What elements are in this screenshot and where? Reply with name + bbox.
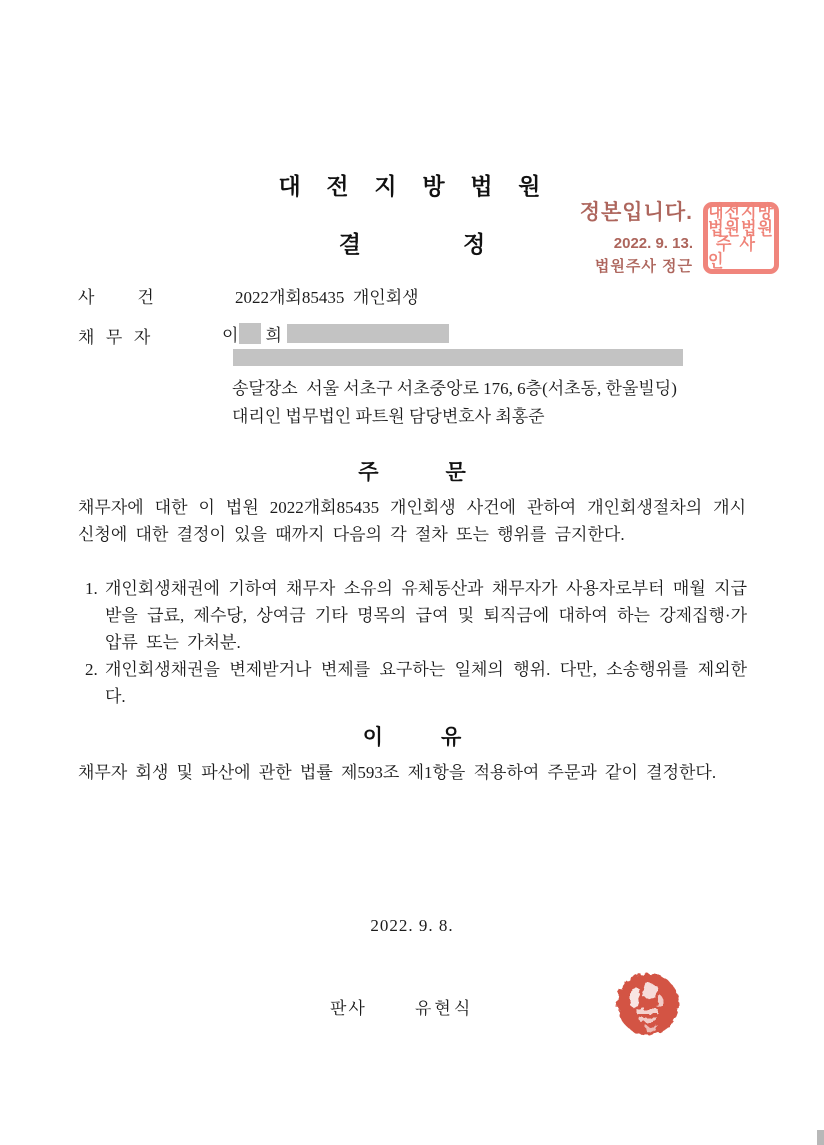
service-address: 송달장소 서울 서초구 서초중앙로 176, 6층(서초동, 한울빌딩) — [232, 379, 677, 398]
attorney-line: 대리인 법무법인 파트원 담당변호사 최홍준 — [232, 407, 545, 426]
document-type-heading — [0, 226, 824, 259]
order-item-2 — [85, 656, 747, 710]
reason-heading: 이 유 — [362, 725, 462, 749]
judge-name: 유현식 — [415, 999, 474, 1018]
debtor-name-second: 희 — [265, 326, 282, 345]
decision-date: 2022. 9. 8. — [370, 916, 454, 935]
certification-officer: 법원주사 정근 — [594, 258, 693, 275]
order-item-1-text: 개인회생채권에 기하여 채무자 소유의 유체동산과 채무자가 사용자로부터 매월 지급받을 급료, 제수당, 상여금 기타 명목의 급여 및 퇴직금에 대하여 하는 강제집행·가압류 또는 가처분. — [105, 579, 747, 652]
doc-type-left: 결 — [338, 232, 361, 257]
case-label: 사 건 — [78, 288, 155, 307]
certification-block — [420, 196, 693, 276]
court-square-seal — [703, 202, 779, 274]
scan-artifact — [817, 1130, 824, 1145]
certification-date: 2022. 9. 13. — [613, 235, 693, 252]
order-items — [85, 575, 747, 710]
seal-row-1: 대전지방 — [708, 203, 774, 223]
judge-round-seal — [610, 965, 686, 1045]
order-item-1-number: 1. — [85, 579, 98, 598]
order-heading: 주 문 — [358, 460, 466, 484]
court-name-title: 대 전 지 방 법 원 — [278, 174, 546, 199]
debtor-label: 채 무 자 — [78, 328, 152, 347]
redaction-box-name — [287, 324, 449, 343]
reason-text: 채무자 회생 및 파산에 관한 법률 제593조 제1항을 적용하여 주문과 같이 결정한다. — [78, 763, 717, 782]
redaction-box-small — [239, 323, 261, 344]
seal-row-2: 법원법원 — [708, 219, 774, 239]
debtor-name-first: 이 — [222, 326, 239, 345]
doc-type-right: 정 — [463, 232, 486, 257]
order-item-2-text: 개인회생채권을 변제받거나 변제를 요구하는 일체의 행위. 다만, 소송행위를 제외한다. — [105, 660, 747, 706]
judge-label: 판사 — [330, 999, 367, 1018]
order-intro: 채무자에 대한 이 법원 2022개회85435 개인회생 사건에 관하여 개인회생절차의 개시 신청에 대한 결정이 있을 때까지 다음의 각 절차 또는 행위를 금지한다. — [78, 498, 746, 544]
debtor-name-line — [222, 321, 449, 346]
seal-row-3: 주사인 — [708, 235, 763, 272]
case-number: 2022개회85435 개인회생 — [235, 288, 419, 307]
order-item-2-number: 2. — [85, 660, 98, 679]
order-item-1 — [85, 575, 747, 656]
certified-copy-text: 정본입니다. — [579, 201, 693, 224]
redaction-box-wide — [233, 349, 683, 366]
